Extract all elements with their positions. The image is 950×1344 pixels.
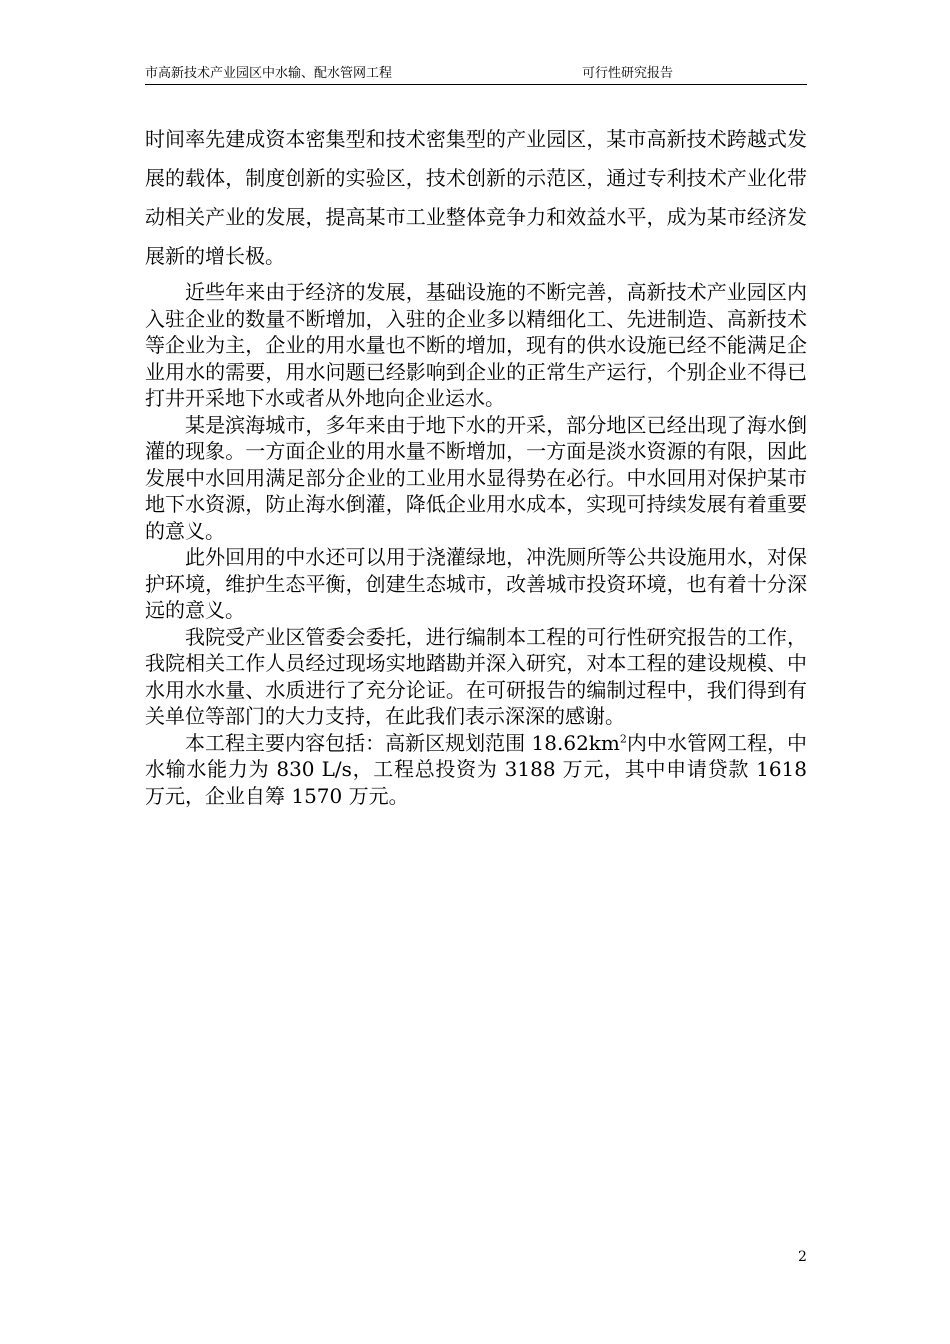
document-body [145,120,807,809]
header-project-title: 市高新技术产业园区中水输、配水管网工程 [145,66,393,81]
paragraph-groundwater: 某是滨海城市，多年来由于地下水的开采，部分地区已经出现了海水倒灌的现象。一方面企业的用水量不断增加，一方面是淡水资源的有限，因此发展中水回用满足部分企业的工业用水显得势在必行。中水回用对保护某市地下水资源，防止海水倒灌，降低企业用水成本，实现可持续发展有着重要的意义。 [145,412,807,543]
summary-text-end: 内中水管网工程，中水输水能力为 830 L/s，工程总投资为 3188 万元，其中申请贷款 1618 万元，企业自筹 1570 万元。 [145,730,808,808]
paragraph-continuation: 时间率先建成资本密集型和技术密集型的产业园区，某市高新技术跨越式发展的载体，制度创新的实验区，技术创新的示范区，通过专利技术产业化带动相关产业的发展，提高某市工业整体竞争力和效益水平，成为某市经济发展新的增长极。 [145,127,807,268]
paragraph-environment: 此外回用的中水还可以用于浇灌绿地，冲洗厕所等公共设施用水，对保护环境，维护生态平衡，创建生态城市，改善城市投资环境，也有着十分深远的意义。 [145,545,807,622]
page-number: 2 [798,1249,807,1265]
summary-text-start: 本工程主要内容包括：高新区规划范围 18.62km [185,730,620,755]
summary-superscript: 2 [619,731,627,745]
header-report-type: 可行性研究报告 [582,66,674,81]
paragraph-development: 近些年来由于经济的发展，基础设施的不断完善，高新技术产业园区内入驻企业的数量不断增加，入驻的企业多以精细化工、先进制造、高新技术等企业为主，企业的用水量也不断的增加，现有的供水设施已经不能满足企业用水的需要，用水问题已经影响到企业的正常生产运行，个别企业不得已打井开采地下水或者从外地向企业运水。 [145,280,807,410]
page-header [145,64,807,85]
paragraph-summary [145,730,807,810]
paragraph-acknowledgement: 我院受产业区管委会委托，进行编制本工程的可行性研究报告的工作，我院相关工作人员经过现场实地踏勘并深入研究，对本工程的建设规模、中水用水水量、水质进行了充分论证。在可研报告的编制过程中，我们得到有关单位等部门的大力支持，在此我们表示深深的感谢。 [145,624,807,728]
